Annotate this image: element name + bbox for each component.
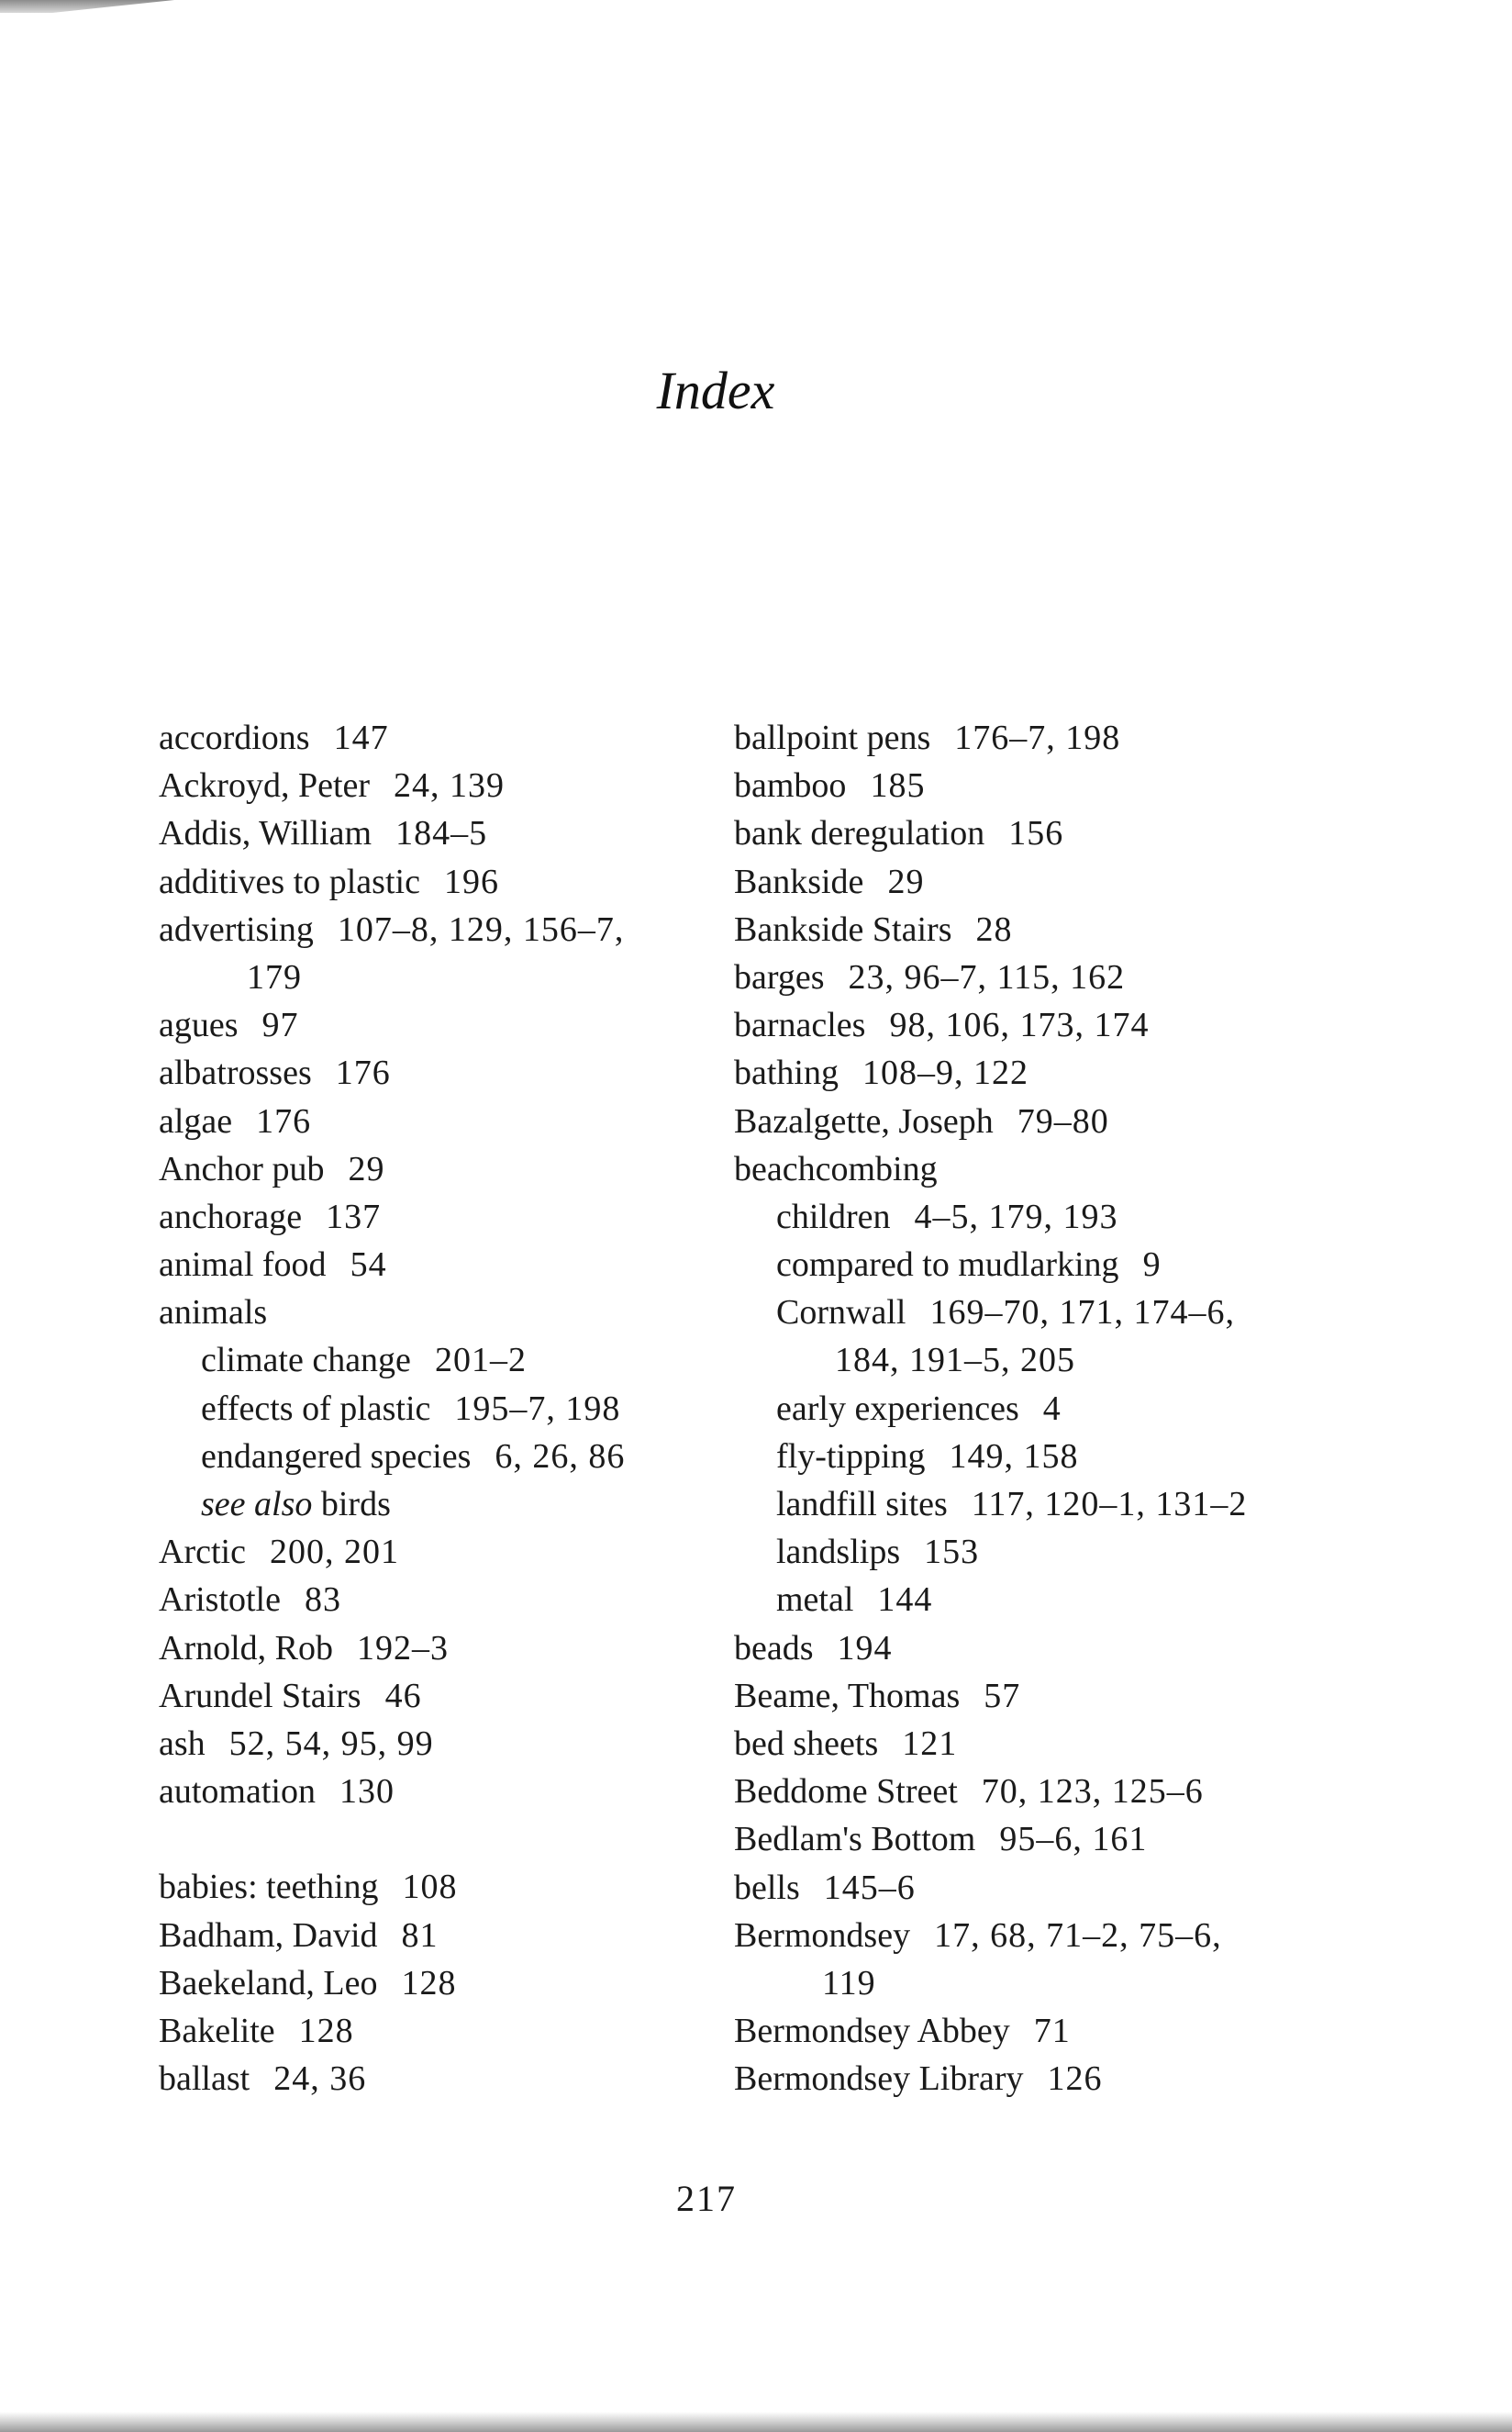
index-term: bed sheets	[734, 1724, 879, 1763]
index-page-refs: 6, 26, 86	[495, 1436, 626, 1476]
index-term: Bermondsey	[734, 1915, 911, 1955]
index-term: Beame, Thomas	[734, 1676, 961, 1715]
index-subentry-term: landfill sites	[776, 1485, 948, 1523]
index-page-refs: 169–70, 171, 174–6,	[929, 1293, 1235, 1333]
index-page-refs-continued: 179	[247, 957, 302, 997]
index-entry	[734, 1624, 1321, 1672]
index-subentry	[734, 1289, 1321, 1336]
index-page-refs: 176–7, 198	[954, 719, 1121, 757]
index-entry	[734, 1098, 1321, 1145]
index-term: Bakelite	[159, 2011, 275, 2050]
index-term: bamboo	[734, 766, 847, 806]
index-term: Ackroyd, Peter	[159, 766, 371, 806]
index-entry	[734, 1864, 1321, 1912]
index-term: Beddome Street	[734, 1772, 958, 1812]
index-term: babies: teething	[159, 1868, 379, 1907]
index-entry	[159, 762, 709, 809]
index-term: Bazalgette, Joseph	[734, 1101, 994, 1141]
index-entry	[159, 1241, 709, 1289]
page-title: Index	[656, 361, 775, 420]
index-page-refs: 184–5	[395, 814, 488, 853]
index-page-refs: 57	[984, 1676, 1021, 1715]
page-corner-shadow	[0, 0, 174, 13]
index-term: ballast	[159, 2059, 250, 2099]
index-see-also	[159, 1480, 709, 1528]
index-page-refs: 24, 139	[394, 766, 506, 806]
index-term: Bankside Stairs	[734, 909, 952, 949]
index-term: Aristotle	[159, 1580, 281, 1620]
index-term: animals	[159, 1293, 268, 1333]
index-entry	[159, 809, 709, 857]
index-column-left	[159, 714, 709, 2103]
index-subentry	[734, 1480, 1321, 1528]
index-term: Arctic	[159, 1533, 246, 1572]
index-entry	[159, 1049, 709, 1097]
index-page-refs: 130	[339, 1772, 395, 1812]
index-page-refs: 185	[870, 766, 926, 806]
see-also-label: see also	[201, 1485, 313, 1523]
index-page-refs: 192–3	[357, 1628, 449, 1668]
index-entry	[159, 2007, 709, 2055]
index-page-refs: 126	[1047, 2059, 1103, 2099]
index-page-refs: 4–5, 179, 193	[914, 1197, 1118, 1236]
index-page-refs: 24, 36	[273, 2059, 367, 2099]
index-page-refs: 117, 120–1, 131–2	[971, 1485, 1248, 1523]
index-page-refs: 176	[256, 1101, 312, 1141]
index-page-refs: 29	[348, 1149, 385, 1188]
index-entry	[159, 1672, 709, 1720]
index-entry	[159, 906, 709, 954]
index-term: anchorage	[159, 1197, 303, 1236]
index-subentry-term: fly-tipping	[776, 1436, 926, 1476]
index-page-refs: 95–6, 161	[999, 1820, 1148, 1859]
index-subentry	[159, 1385, 709, 1433]
index-page-refs-continued: 184, 191–5, 205	[835, 1341, 1075, 1380]
index-subentry-continuation	[734, 1336, 1321, 1384]
index-subentry-term: metal	[776, 1580, 854, 1620]
index-page-refs: 97	[261, 1006, 299, 1045]
index-page-refs: 137	[326, 1197, 382, 1236]
index-page-refs-continued: 119	[822, 1963, 876, 2002]
index-entry	[159, 1145, 709, 1193]
index-subentry-term: compared to mudlarking	[776, 1245, 1119, 1285]
index-page-refs: 176	[335, 1054, 391, 1093]
index-page-refs: 9	[1142, 1245, 1162, 1285]
index-term: automation	[159, 1772, 316, 1812]
index-page-refs: 54	[350, 1245, 387, 1285]
index-page-refs: 147	[333, 719, 389, 757]
index-entry	[159, 1720, 709, 1768]
index-entry	[734, 762, 1321, 809]
index-page-refs: 200, 201	[269, 1533, 399, 1572]
index-entry	[159, 1193, 709, 1241]
index-term: albatrosses	[159, 1054, 312, 1093]
index-term: algae	[159, 1101, 233, 1141]
index-entry	[159, 1624, 709, 1672]
index-subentry-term: children	[776, 1197, 891, 1236]
index-page-refs: 144	[877, 1580, 933, 1620]
index-page-refs: 156	[1008, 814, 1064, 853]
index-term: bank deregulation	[734, 814, 985, 853]
index-term: Addis, William	[159, 814, 372, 853]
index-page-refs: 98, 106, 173, 174	[889, 1006, 1150, 1045]
index-term: Bermondsey Library	[734, 2059, 1024, 2099]
index-page-refs: 128	[401, 1963, 457, 2002]
index-entry	[734, 858, 1321, 906]
index-term: Bankside	[734, 862, 864, 901]
index-entry	[159, 1768, 709, 1815]
index-entry	[734, 1912, 1321, 1959]
index-term: bells	[734, 1868, 800, 1907]
index-term: agues	[159, 1006, 239, 1045]
index-page-refs: 194	[837, 1628, 893, 1668]
index-term: beachcombing	[734, 1149, 938, 1188]
index-entry	[734, 1049, 1321, 1097]
index-subentry-term: landslips	[776, 1533, 901, 1572]
index-page-refs: 195–7, 198	[454, 1389, 621, 1428]
index-page-refs: 108	[402, 1868, 458, 1907]
index-page-refs: 79–80	[1017, 1101, 1109, 1141]
index-entry	[734, 1001, 1321, 1049]
index-subentry	[159, 1433, 709, 1480]
index-page-refs: 145–6	[823, 1868, 916, 1907]
index-page-refs: 83	[304, 1580, 341, 1620]
index-page-refs: 107–8, 129, 156–7,	[337, 909, 625, 949]
index-term: beads	[734, 1628, 814, 1668]
index-term: Badham, David	[159, 1915, 378, 1955]
index-page-refs: 28	[975, 909, 1013, 949]
index-entry	[734, 714, 1321, 762]
index-term: Bedlam's Bottom	[734, 1820, 976, 1859]
index-entry	[734, 809, 1321, 857]
index-entry	[734, 1815, 1321, 1863]
index-page-refs: 70, 123, 125–6	[981, 1772, 1204, 1812]
index-term: ballpoint pens	[734, 719, 931, 757]
index-entry	[159, 1098, 709, 1145]
index-term: bathing	[734, 1054, 839, 1093]
index-entry	[159, 1912, 709, 1959]
index-page-refs: 196	[443, 862, 499, 901]
page-number: 217	[676, 2178, 737, 2219]
index-entry	[159, 714, 709, 762]
index-term: accordions	[159, 719, 310, 757]
index-subentry	[734, 1576, 1321, 1623]
index-page-refs: 81	[401, 1915, 439, 1955]
index-subentry	[159, 1336, 709, 1384]
index-entry	[734, 2055, 1321, 2103]
see-also-target: birds	[320, 1485, 391, 1523]
index-entry	[159, 858, 709, 906]
index-entry	[159, 1576, 709, 1623]
index-entry	[159, 1959, 709, 2007]
index-subentry-term: climate change	[201, 1341, 411, 1380]
index-page-refs: 201–2	[434, 1341, 527, 1380]
index-subentry-term: early experiences	[776, 1389, 1019, 1428]
index-term: Anchor pub	[159, 1149, 325, 1188]
index-entry	[734, 2007, 1321, 2055]
index-entry	[734, 906, 1321, 954]
index-page-refs: 128	[298, 2011, 354, 2050]
index-entry	[159, 1001, 709, 1049]
index-subentry-term: effects of plastic	[201, 1389, 431, 1428]
index-column-right	[734, 714, 1321, 2103]
index-subentry	[734, 1385, 1321, 1433]
index-page-refs: 121	[902, 1724, 958, 1763]
index-page-refs: 23, 96–7, 115, 162	[848, 957, 1126, 997]
index-page-refs: 46	[384, 1676, 422, 1715]
index-subentry	[734, 1193, 1321, 1241]
index-entry	[734, 1145, 1321, 1193]
index-entry	[159, 2055, 709, 2103]
index-entry	[159, 1863, 709, 1911]
index-entry-continuation	[159, 954, 709, 1001]
page-bottom-edge	[0, 2412, 1512, 2432]
index-subentry-term: endangered species	[201, 1436, 472, 1476]
index-page-refs: 149, 158	[949, 1436, 1079, 1476]
index-page-refs: 29	[887, 862, 925, 901]
index-page-refs: 71	[1033, 2012, 1071, 2051]
index-entry-continuation	[734, 1959, 1321, 2007]
index-entry	[734, 954, 1321, 1001]
index-page-refs: 153	[924, 1533, 980, 1572]
index-term: advertising	[159, 909, 314, 949]
index-page-refs: 108–9, 122	[862, 1054, 1028, 1093]
index-page-refs: 17, 68, 71–2, 75–6,	[934, 1915, 1222, 1955]
index-entry	[159, 1289, 709, 1336]
index-subentry	[734, 1528, 1321, 1576]
index-subentry	[734, 1241, 1321, 1289]
index-term: Baekeland, Leo	[159, 1963, 378, 2002]
index-entry	[734, 1768, 1321, 1815]
index-term: animal food	[159, 1245, 327, 1285]
index-term: additives to plastic	[159, 862, 420, 901]
index-term: ash	[159, 1724, 206, 1763]
index-entry	[734, 1672, 1321, 1720]
index-term: barnacles	[734, 1006, 866, 1045]
index-subentry	[734, 1433, 1321, 1480]
index-term: barges	[734, 957, 825, 997]
index-term: Arnold, Rob	[159, 1628, 333, 1668]
index-entry	[734, 1720, 1321, 1768]
index-subentry-term: Cornwall	[776, 1293, 906, 1333]
index-entry	[159, 1528, 709, 1576]
index-term: Arundel Stairs	[159, 1676, 361, 1715]
index-term: Bermondsey Abbey	[734, 2012, 1010, 2051]
index-page-refs: 52, 54, 95, 99	[228, 1724, 434, 1763]
index-page-refs: 4	[1042, 1389, 1062, 1428]
